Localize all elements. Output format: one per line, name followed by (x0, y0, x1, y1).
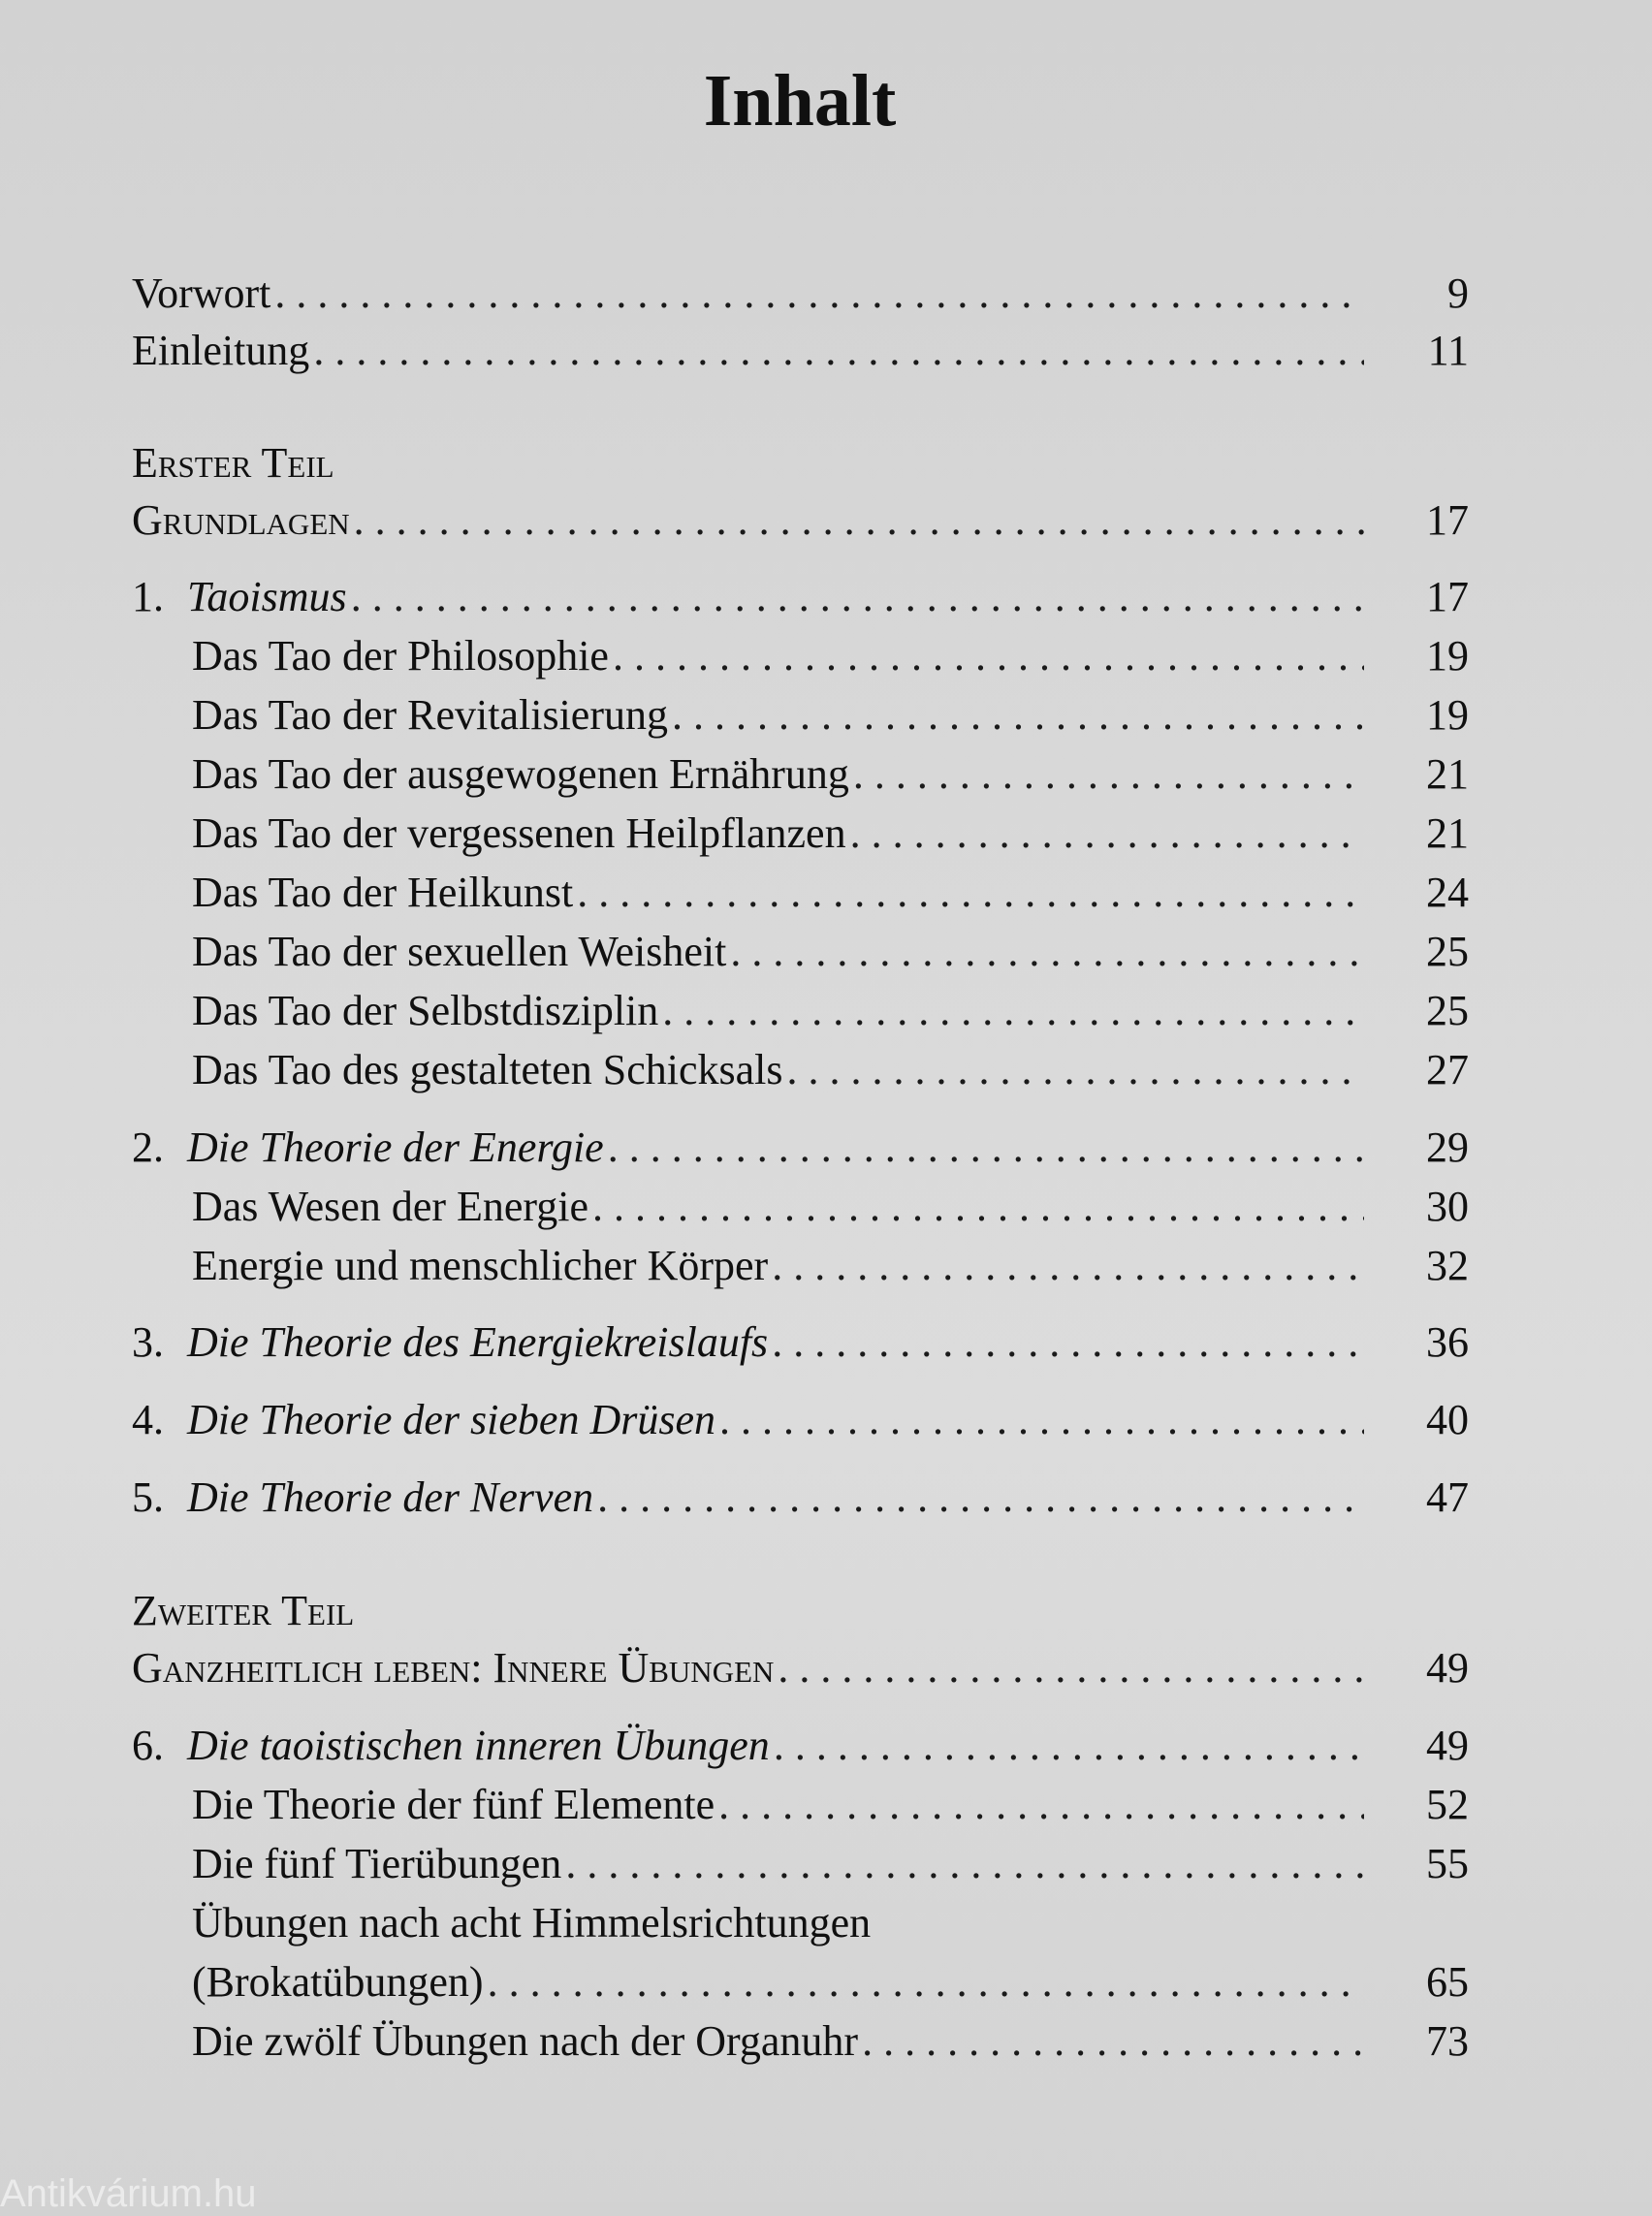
entry-label: Das Tao der vergessenen Heilpflanzen (192, 809, 846, 857)
entry-label: Das Tao der ausgewogenen Ernährung (192, 750, 849, 798)
chapter-number: 3. (132, 1318, 164, 1366)
entry-page: 52 (1426, 1781, 1469, 1828)
entry-page: 19 (1426, 632, 1469, 680)
entry-label: Die fünf Tierübungen (192, 1840, 562, 1887)
entry-label: (Brokatübungen) (192, 1958, 484, 2006)
toc-entry-section (192, 1239, 1469, 1293)
chapter-number: 5. (132, 1473, 164, 1521)
entry-page: 47 (1426, 1473, 1469, 1521)
entry-page: 25 (1426, 987, 1469, 1034)
entry-label: Taoismus (187, 573, 347, 620)
toc-entry-section (192, 866, 1469, 920)
entry-page: 21 (1426, 809, 1469, 857)
chapter-number: 2. (132, 1124, 164, 1171)
entry-label-line-1: Übungen nach acht Himmelsrichtungen (192, 1899, 872, 1947)
toc-entry-chapter-1 (132, 570, 1469, 624)
toc-entry-section (192, 688, 1469, 743)
entry-page: 24 (1426, 869, 1469, 916)
entry-label: Ganzheitlich leben: Innere Übungen (132, 1644, 775, 1692)
entry-page: 30 (1426, 1183, 1469, 1230)
toc-entry-section (192, 925, 1469, 979)
entry-label: Das Tao der Selbstdisziplin (192, 987, 659, 1034)
toc-entry-chapter-4 (132, 1393, 1469, 1447)
toc-entry-section (192, 1778, 1469, 1832)
toc-entry-section (192, 1955, 1469, 2010)
entry-label: Energie und menschlicher Körper (192, 1242, 769, 1289)
entry-label: Die zwölf Übungen nach der Organuhr (192, 2017, 859, 2065)
toc-entry-part-1 (132, 493, 1469, 548)
toc-entry-section (192, 984, 1469, 1038)
entry-page: 11 (1427, 327, 1469, 374)
entry-page: 40 (1426, 1396, 1469, 1443)
entry-page: 9 (1447, 269, 1469, 317)
entry-label: Die Theorie der fünf Elemente (192, 1781, 715, 1828)
entry-page: 27 (1426, 1046, 1469, 1093)
entry-page: 36 (1426, 1318, 1469, 1366)
toc-entry-section (192, 1043, 1469, 1097)
toc-entry-chapter-6 (132, 1719, 1469, 1773)
entry-page: 73 (1426, 2017, 1469, 2065)
entry-label: Vorwort (132, 269, 271, 317)
entry-label: Die Theorie der sieben Drüsen (187, 1396, 716, 1443)
entry-label: Die Theorie der Energie (187, 1124, 604, 1171)
toc-entry-part-2 (132, 1641, 1469, 1695)
entry-label: Das Tao der Philosophie (192, 632, 609, 680)
toc-entry-chapter-5 (132, 1471, 1469, 1525)
entry-label: Das Wesen der Energie (192, 1183, 589, 1230)
toc-entry-section (192, 807, 1469, 861)
entry-page: 65 (1426, 1958, 1469, 2006)
entry-label: Die Theorie des Energiekreislaufs (187, 1318, 769, 1366)
entry-page: 32 (1426, 1242, 1469, 1289)
entry-label: Das Tao der sexuellen Weisheit (192, 928, 727, 975)
toc-entry-section (192, 747, 1469, 802)
entry-label: Die taoistischen inneren Übungen (187, 1722, 770, 1769)
entry-label: Einleitung (132, 327, 310, 374)
entry-page: 19 (1426, 691, 1469, 739)
entry-page: 49 (1426, 1644, 1469, 1692)
part-2-heading: Zweiter Teil (132, 1587, 355, 1634)
toc-entry-section (192, 1180, 1469, 1234)
page-title: Inhalt (703, 60, 897, 142)
chapter-number: 6. (132, 1722, 164, 1769)
chapter-number: 1. (132, 573, 164, 620)
entry-page: 29 (1426, 1124, 1469, 1171)
entry-label: Das Tao der Heilkunst (192, 869, 574, 916)
entry-label: Das Tao des gestalteten Schicksals (192, 1046, 783, 1093)
toc-entry-chapter-2 (132, 1121, 1469, 1175)
entry-page: 55 (1426, 1840, 1469, 1887)
entry-label: Das Tao der Revitalisierung (192, 691, 668, 739)
entry-page: 21 (1426, 750, 1469, 798)
part-1-heading: Erster Teil (132, 439, 334, 487)
toc-entry-chapter-3 (132, 1315, 1469, 1370)
entry-page: 17 (1426, 496, 1469, 544)
toc-entry-section (192, 629, 1469, 683)
toc-entry-section (192, 2014, 1469, 2069)
entry-label: Grundlagen (132, 496, 350, 544)
entry-page: 17 (1426, 573, 1469, 620)
entry-label: Die Theorie der Nerven (187, 1473, 594, 1521)
chapter-number: 4. (132, 1396, 164, 1443)
toc-entry-vorwort (132, 267, 1469, 321)
entry-page: 49 (1426, 1722, 1469, 1769)
toc-entry-einleitung (132, 324, 1469, 378)
watermark: Antikvárium.hu (0, 2172, 257, 2215)
toc-entry-section (192, 1837, 1469, 1891)
entry-page: 25 (1426, 928, 1469, 975)
